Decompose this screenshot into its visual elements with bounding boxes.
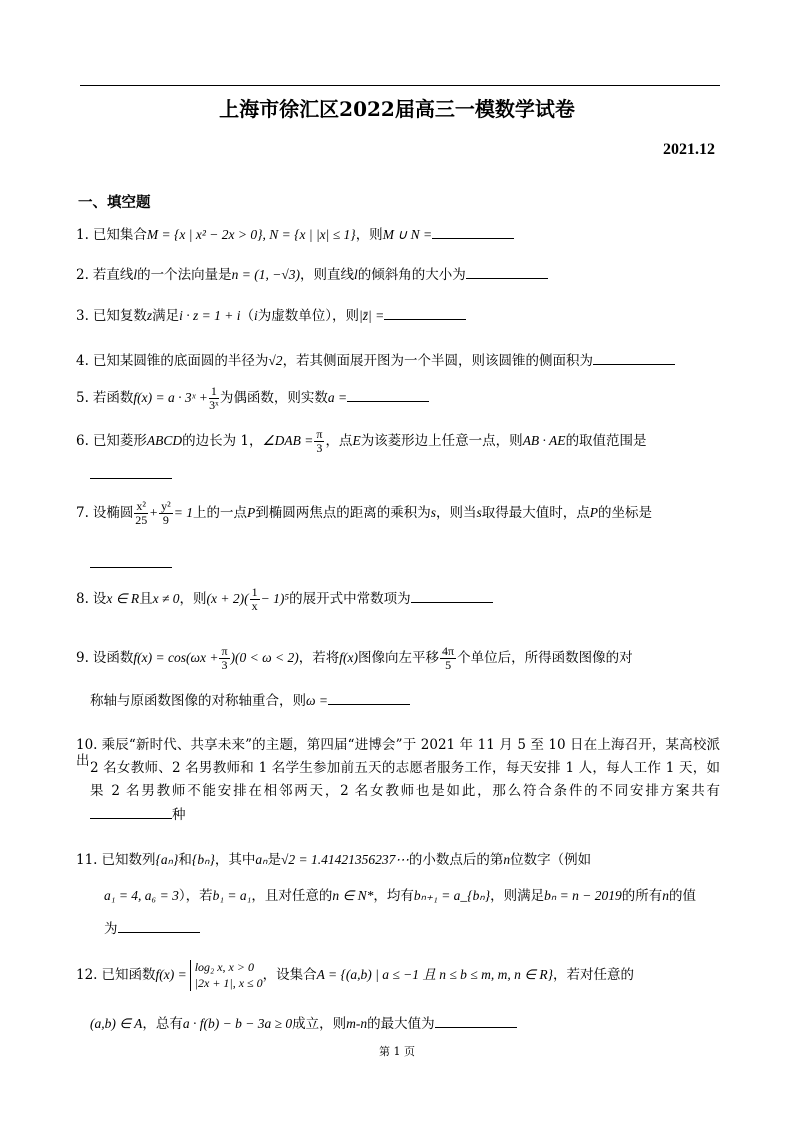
question-10-line4: 种 xyxy=(90,806,186,823)
question-10-line2: 2 名女教师、2 名男教师和 1 名学生参加前五天的志愿者服务工作，每天安排 1 人，每人工作 1 天，如 xyxy=(90,760,720,776)
answer-blank xyxy=(432,226,514,239)
question-3: 3. 已知复数z满足i · z = 1 + i（i为虚数单位），则|z̄| = xyxy=(76,307,720,324)
piecewise-brace: log₂ x, x > 0 |2x + 1|, x ≤ 0 xyxy=(190,960,263,991)
question-6: 6. 已知菱形ABCD的边长为 1，∠DAB = $\frac{\pi}{3}$ ，点E为该菱形边上任意一点，则AB · AE的取值范围是 xyxy=(76,427,647,456)
question-2: 2. 若直线l的一个法向量是n = (1, −√3)，则直线l的倾斜角的大小为 xyxy=(76,266,720,283)
fraction: $\frac{\pi}{3}$ xyxy=(316,427,323,456)
question-11-line3: 为 xyxy=(104,920,200,937)
question-11: 11. 已知数列{aₙ}和{bₙ}，其中aₙ是√2 = 1.41421356237⋯的小数点后的第n位数字（例如 xyxy=(76,852,592,868)
page-title: 上海市徐汇区2022届高三一模数学试卷 xyxy=(219,97,575,121)
answer-blank xyxy=(384,307,466,320)
answer-blank xyxy=(466,266,548,279)
answer-blank xyxy=(411,590,493,603)
question-7: 7. 设椭圆 $\frac{\text{x²}}{25}$ + $\frac{\text{y²}}{9}$ = 1上的一点P到椭圆两焦点的距离的乘积为s，则当s取得最大值时，点P的坐标是 xyxy=(76,499,653,528)
section-heading: 一、填空题 xyxy=(78,194,151,211)
question-9-line2: 称轴与原函数图像的对称轴重合，则ω = xyxy=(90,692,410,709)
question-10: 10. 乘辰“新时代、共享未来”的主题，第四届“进博会”于 2021 年 11 月 5 至 10 日在上海召开，某高校派出 xyxy=(76,737,720,770)
question-10-line3: 果 2 名男教师不能安排在相邻两天，2 名女教师也是如此，那么符合条件的不同安排方案共有 xyxy=(90,783,720,799)
answer-blank xyxy=(90,806,172,819)
question-5: 5. 若函数f(x) = a · 3ˣ + $\frac{1}{\text{3ˣ}}$ 为偶函数，则实数a = xyxy=(76,385,720,412)
fraction: $\frac{\text{x²}}{25}$ xyxy=(135,499,148,528)
fraction: $\frac{4\pi}{5}$ xyxy=(442,644,455,673)
exam-date: 2021.12 xyxy=(663,141,715,158)
fraction: $\frac{\text{y²}}{9}$ xyxy=(161,499,171,528)
question-9: 9. 设函数f(x) = cos(ωx + $\frac{\pi}{3}$ )(0 < ω < 2)，若将f(x)图像向左平移 $\frac{4\pi}{5}$ 个单位后，所得函数图像的对 xyxy=(76,644,633,673)
answer-blank xyxy=(328,692,410,705)
answer-blank-q6 xyxy=(90,466,172,483)
page-number: 第 1 页 xyxy=(379,1045,415,1058)
question-1: 1. 已知集合M = {x | x² − 2x > 0}, N = {x | |x| ≤ 1}，则M ∪ N = xyxy=(76,226,720,243)
question-12: 12. 已知函数f(x) = log₂ x, x > 0 |2x + 1|, x ≤ 0 ，设集合A = {(a,b) | a ≤ −1 且 n ≤ b ≤ m, m, n ∈ R}，若对任意的 xyxy=(76,960,634,990)
question-11-line2: a₁ = 4, a₆ = 3），若b₁ = a₁，且对任意的n ∈ N*，均有bₙ₊₁ = a_{bₙ}，则满足bₙ = n − 2019的所有n的值 xyxy=(104,888,696,904)
header-rule xyxy=(80,85,720,86)
answer-blank xyxy=(593,352,675,365)
answer-blank xyxy=(347,389,429,402)
question-8: 8. 设x ∈ R且x ≠ 0，则(x + 2)( $\frac{1}{x}$ − 1)⁵的展开式中常数项为 xyxy=(76,586,720,613)
answer-blank-q7 xyxy=(90,555,172,572)
answer-blank xyxy=(435,1015,517,1028)
fraction: $\frac{1}{\text{3ˣ}}$ xyxy=(209,384,219,413)
fraction: $\frac{\pi}{3}$ xyxy=(221,644,228,673)
question-4: 4. 已知某圆锥的底面圆的半径为√2，若其侧面展开图为一个半圆，则该圆锥的侧面积为 xyxy=(76,352,720,369)
fraction: $\frac{1}{x}$ xyxy=(251,585,258,614)
answer-blank xyxy=(118,920,200,933)
question-12-line2: (a,b) ∈ A，总有a · f(b) − b − 3a ≥ 0成立，则m-n的最大值为 xyxy=(90,1015,517,1032)
